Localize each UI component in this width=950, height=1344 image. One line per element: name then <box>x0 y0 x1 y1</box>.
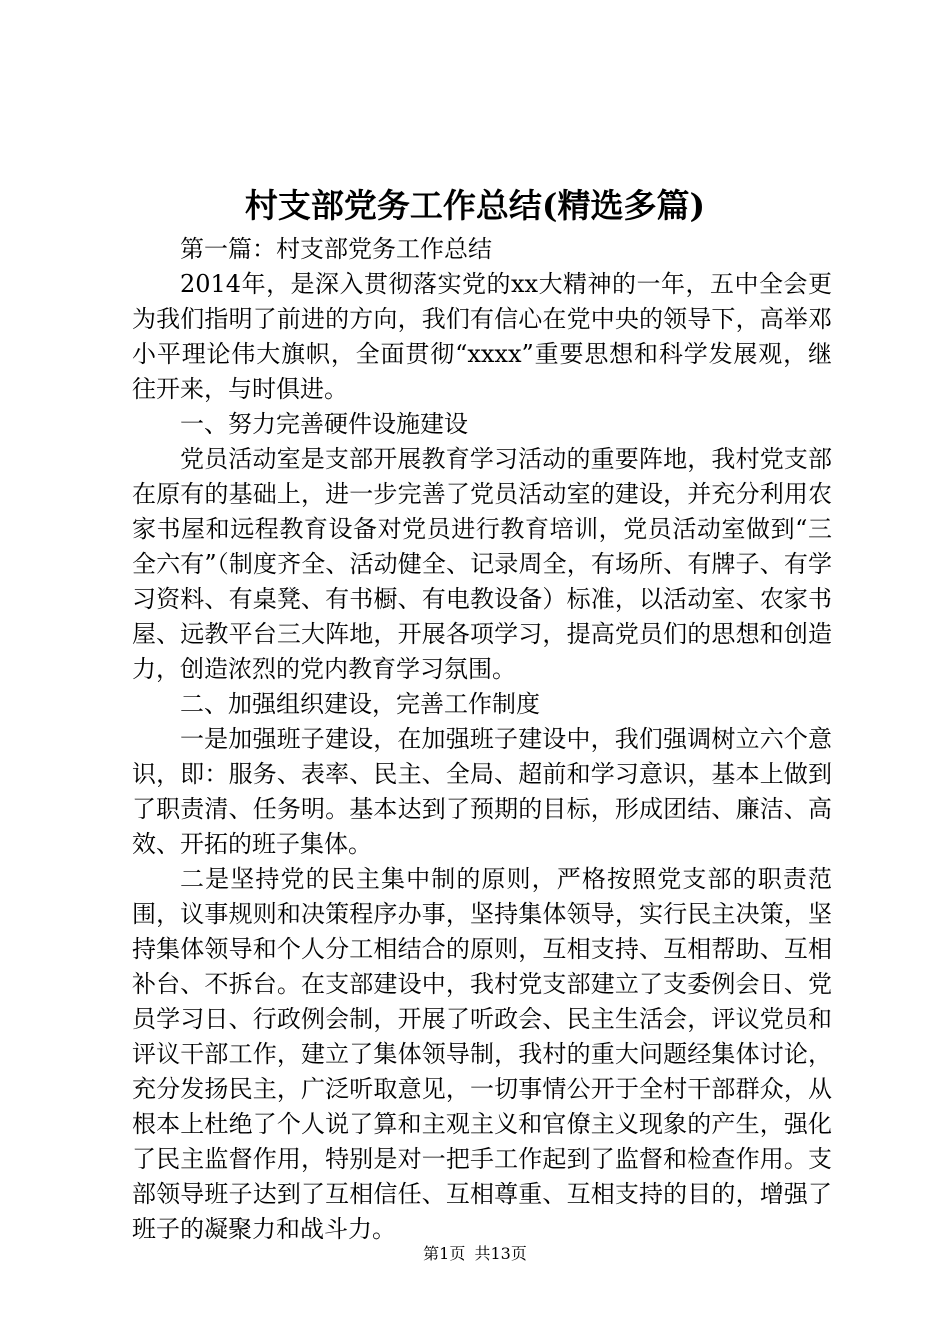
body-paragraph: 党员活动室是支部开展教育学习活动的重要阵地，我村党支部在原有的基础上，进一步完善了党员活动室的建设，并充分利用农家书屋和远程教育设备对党员进行教育培训，党员活动室做到“三全六有”（制度齐全、活动健全、记录周全，有场所、有牌子、有学习资料、有桌凳、有书橱、有电教设备）标准，以活动室、农家书屋、远教平台三大阵地，开展各项学习，提高党员们的思想和创造力，创造浓烈的党内教育学习氛围。 <box>132 445 832 683</box>
document-body <box>132 232 832 1247</box>
page-footer <box>0 1242 950 1266</box>
section-heading: 第一篇：村支部党务工作总结 <box>180 235 492 263</box>
section-heading: 一、努力完善硬件设施建设 <box>180 410 468 438</box>
page-number: 第1页 <box>423 1244 466 1263</box>
page-total: 共13页 <box>474 1244 527 1263</box>
section-heading: 二、加强组织建设，完善工作制度 <box>180 690 540 718</box>
body-paragraph: 2014年，是深入贯彻落实党的xx大精神的一年，五中全会更为我们指明了前进的方向，我们有信心在党中央的领导下，高举邓小平理论伟大旗帜，全面贯彻“xxxx”重要思想和科学发展观，继往开来，与时俱进。 <box>132 270 832 403</box>
body-paragraph: 二是坚持党的民主集中制的原则，严格按照党支部的职责范围，议事规则和决策程序办事，坚持集体领导，实行民主决策，坚持集体领导和个人分工相结合的原则，互相支持、互相帮助、互相补台、不拆台。在支部建设中，我村党支部建立了支委例会日、党员学习日、行政例会制，开展了听政会、民主生活会，评议党员和评议干部工作，建立了集体领导制，我村的重大问题经集体讨论，充分发扬民主，广泛听取意见，一切事情公开于全村干部群众，从根本上杜绝了个人说了算和主观主义和官僚主义现象的产生，强化了民主监督作用，特别是对一把手工作起到了监督和检查作用。支部领导班子达到了互相信任、互相尊重、互相支持的目的，增强了班子的凝聚力和战斗力。 <box>132 865 832 1243</box>
body-paragraph: 一是加强班子建设，在加强班子建设中，我们强调树立六个意识，即：服务、表率、民主、全局、超前和学习意识，基本上做到了职责清、任务明。基本达到了预期的目标，形成团结、廉洁、高效、开拓的班子集体。 <box>132 725 832 858</box>
document-title: 村支部党务工作总结(精选多篇) <box>244 186 706 225</box>
